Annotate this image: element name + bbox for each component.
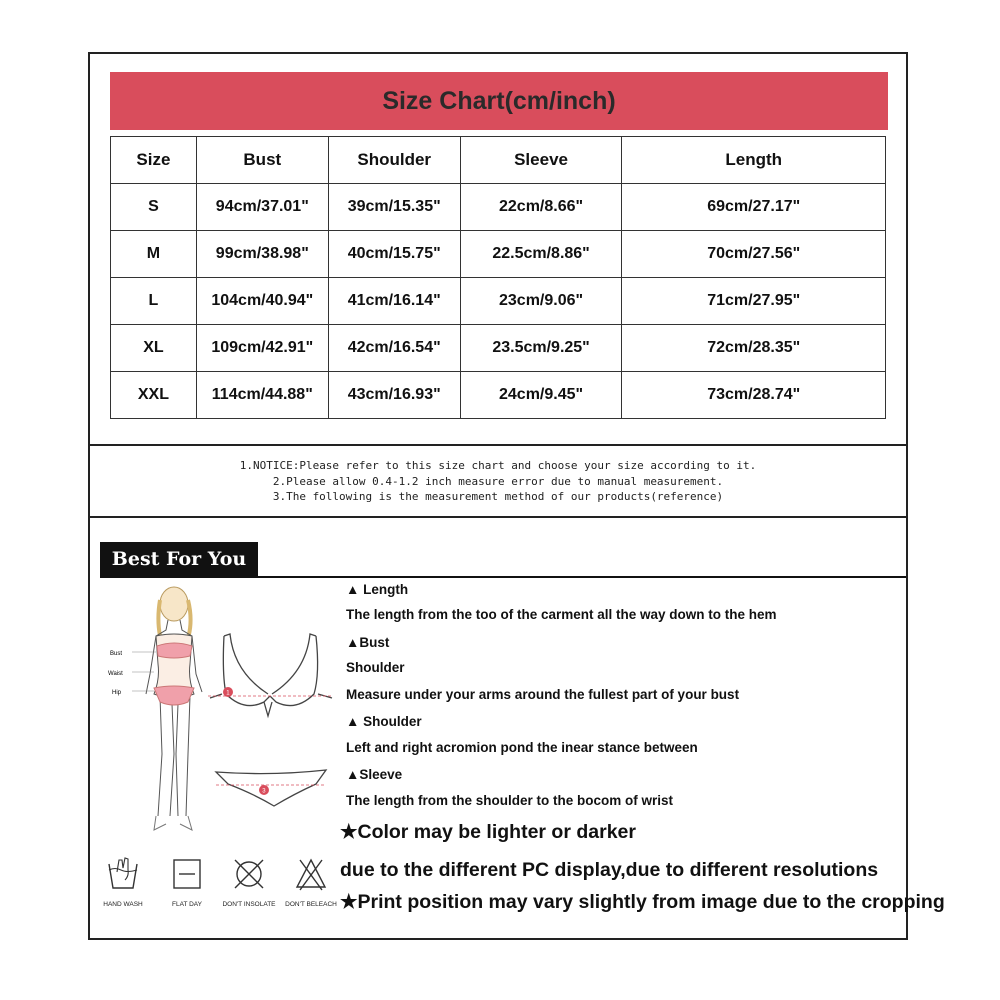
notice-block	[90, 458, 906, 505]
notice-line-1: 1.NOTICE:Please refer to this size chart and choose your size according to it.	[239, 459, 757, 472]
cell-shoulder: 42cm/16.54"	[328, 325, 460, 372]
table-row	[111, 372, 886, 419]
notice-line-2: 2.Please allow 0.4-1.2 inch measure error due to manual measurement.	[272, 474, 724, 488]
table-header-row	[111, 137, 886, 184]
cell-bust: 99cm/38.98"	[196, 231, 328, 278]
section-divider	[90, 444, 906, 446]
hand-wash-icon	[103, 854, 143, 894]
table-row	[111, 184, 886, 231]
display-note: due to the different PC display,due to different resolutions	[340, 859, 879, 881]
best-underline	[100, 576, 906, 578]
table-row	[111, 325, 886, 372]
cell-shoulder: 43cm/16.93"	[328, 372, 460, 419]
care-label-flat-dry: FLAT DAY	[172, 901, 202, 908]
cell-bust: 94cm/37.01"	[196, 184, 328, 231]
cell-length: 69cm/27.17"	[622, 184, 886, 231]
desc-shoulder-heading: ▲ Shoulder	[346, 714, 422, 729]
panty-outline-icon	[216, 770, 326, 806]
cell-bust: 114cm/44.88"	[196, 372, 328, 419]
care-label-hand-wash: HAND WASH	[103, 901, 143, 908]
size-table	[110, 136, 886, 419]
bikini-bottom-icon	[154, 686, 194, 705]
desc-shoulder-subheading: Shoulder	[346, 660, 405, 675]
header-size: Size	[111, 137, 197, 184]
best-for-you-heading: Best For You	[100, 542, 258, 576]
section-divider	[90, 516, 906, 518]
care-flat-dry	[156, 854, 218, 908]
cell-shoulder: 40cm/15.75"	[328, 231, 460, 278]
bust-label: Bust	[110, 651, 123, 657]
flat-dry-icon	[167, 854, 207, 894]
desc-length-text: The length from the too of the carment all the way down to the hem	[346, 607, 777, 622]
cell-sleeve: 23.5cm/9.25"	[460, 325, 622, 372]
cell-length: 71cm/27.95"	[622, 278, 886, 325]
cell-size: XXL	[111, 372, 197, 419]
cell-bust: 109cm/42.91"	[196, 325, 328, 372]
cell-sleeve: 24cm/9.45"	[460, 372, 622, 419]
care-do-not-bleach	[280, 854, 342, 908]
measurement-figure	[104, 584, 334, 854]
care-label-do-not-bleach: DON'T BELEACH	[285, 901, 337, 908]
cell-sleeve: 22.5cm/8.86"	[460, 231, 622, 278]
header-length: Length	[622, 137, 886, 184]
size-chart-frame	[88, 52, 945, 940]
header-sleeve: Sleeve	[460, 137, 622, 184]
svg-text:3: 3	[262, 788, 266, 795]
waist-label: Waist	[108, 671, 123, 677]
care-do-not-insolate	[218, 854, 280, 908]
cell-length: 70cm/27.56"	[622, 231, 886, 278]
cell-shoulder: 39cm/15.35"	[328, 184, 460, 231]
cell-size: S	[111, 184, 197, 231]
desc-shoulder-text: Left and right acromion pond the inear stance between	[346, 740, 698, 755]
desc-bust-text: Measure under your arms around the fullest part of your bust	[346, 687, 740, 702]
cell-sleeve: 22cm/8.66"	[460, 184, 622, 231]
size-chart-title: Size Chart(cm/inch)	[110, 72, 888, 130]
header-shoulder: Shoulder	[328, 137, 460, 184]
desc-length-heading: ▲ Length	[346, 582, 409, 597]
cell-length: 72cm/28.35"	[622, 325, 886, 372]
hip-label: Hip	[112, 690, 122, 696]
cell-size: L	[111, 278, 197, 325]
woman-figure-icon	[146, 587, 202, 830]
desc-sleeve-text: The length from the shoulder to the bocom of wrist	[346, 793, 673, 808]
desc-sleeve-heading: ▲Sleeve	[346, 767, 403, 782]
table-row	[111, 231, 886, 278]
cell-size: XL	[111, 325, 197, 372]
care-label-do-not-insolate: DON'T INSOLATE	[222, 901, 276, 908]
cell-sleeve: 23cm/9.06"	[460, 278, 622, 325]
print-note: ★Print position may vary slightly from image due to the cropping	[340, 891, 945, 913]
do-not-bleach-icon	[291, 854, 331, 894]
notice-line-3: 3.The following is the measurement method of our products(reference)	[272, 490, 724, 503]
cell-length: 73cm/28.74"	[622, 372, 886, 419]
svg-text:1: 1	[226, 690, 230, 697]
desc-bust-heading: ▲Bust	[346, 635, 390, 650]
color-note: ★Color may be lighter or darker	[340, 821, 636, 843]
do-not-insolate-icon	[229, 854, 269, 894]
cell-shoulder: 41cm/16.14"	[328, 278, 460, 325]
cell-bust: 104cm/40.94"	[196, 278, 328, 325]
care-hand-wash	[92, 854, 154, 908]
table-row	[111, 278, 886, 325]
bra-outline-icon	[210, 634, 332, 716]
bikini-top-icon	[157, 643, 192, 658]
cell-size: M	[111, 231, 197, 278]
header-bust: Bust	[196, 137, 328, 184]
